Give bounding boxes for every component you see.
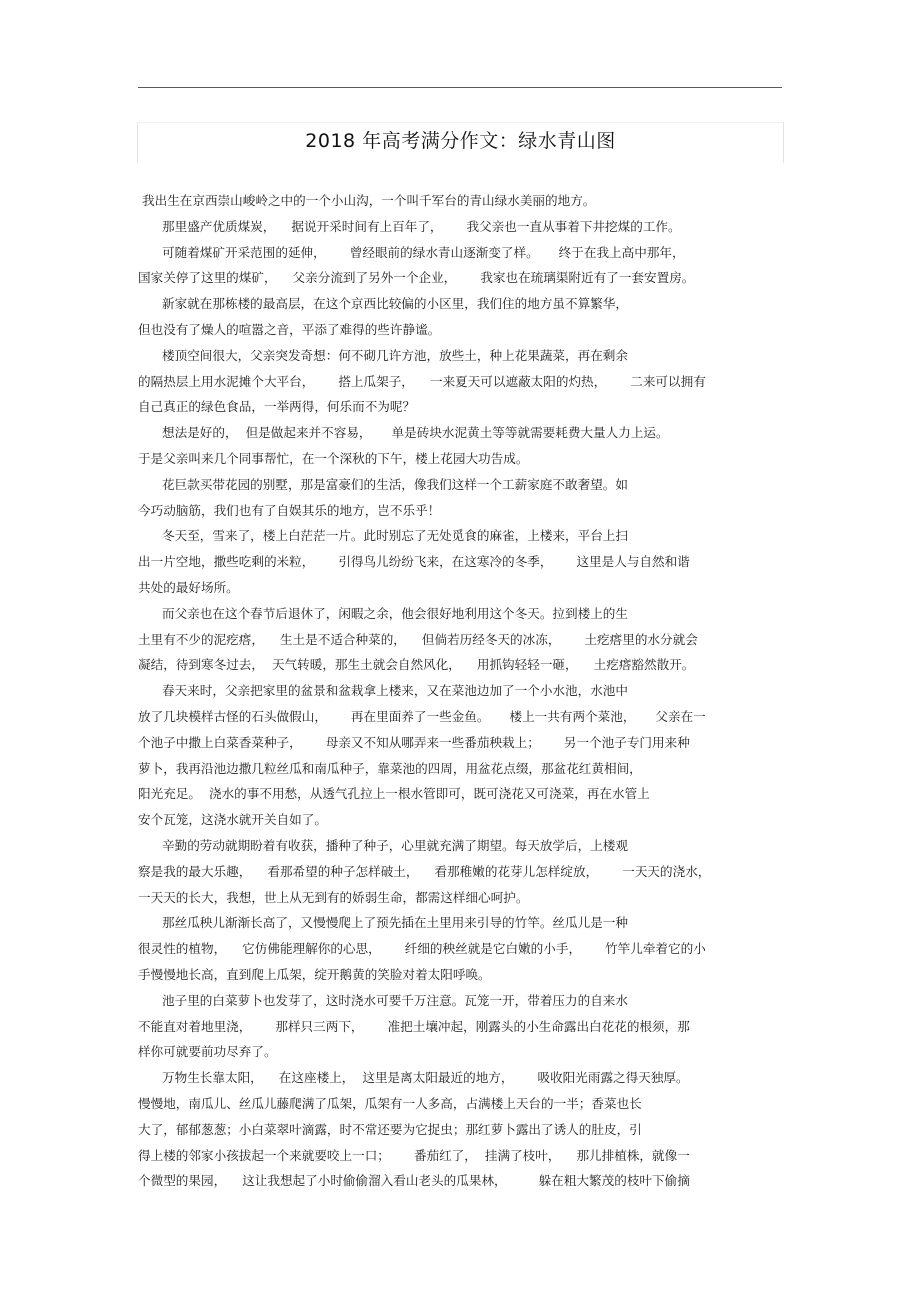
document-title: 2018 年高考满分作文：绿水青山图: [305, 130, 616, 152]
text-line: 池子里的白菜萝卜也发芽了，这时浇水可要千万注意。瓦笼一开，带着压力的自来水: [138, 992, 628, 1008]
text-line: 土里有不少的泥疙瘩， 生土是不适合种菜的， 但倘若历经冬天的冰冻， 土疙瘩里的水分就会: [138, 631, 698, 647]
text-line: 那丝瓜秧儿渐渐长高了，又慢慢爬上了预先插在土里用来引导的竹竿。丝瓜儿是一种: [138, 915, 628, 931]
text-line: 慢慢地，南瓜儿、丝瓜儿藤爬满了瓜架，瓜架有一人多高，占满楼上天台的一半；香菜也长: [138, 1096, 642, 1111]
text-line: 很灵性的植物， 它仿佛能理解你的心思， 纤细的秧丝就是它白嫩的小手， 竹竿儿牵着它的小: [138, 941, 706, 957]
text-line: 今巧动脑筋，我们也有了自娱其乐的地方，岂不乐乎！: [138, 502, 441, 518]
text-line: 那里盛产优质煤炭， 据说开采时间有上百年了， 我父亲也一直从事着下井挖煤的工作。: [138, 218, 681, 234]
text-line: 出一片空地，撒些吃剩的米粒， 引得鸟儿纷纷飞来，在这寒冷的冬季， 这里是人与自然和谐: [138, 554, 690, 570]
text-line: 共处的最好场所。: [138, 580, 239, 595]
title-frame: [137, 122, 784, 163]
text-line: 万物生长靠太阳， 在这座楼上， 这里是离太阳最近的地方， 吸收阳光雨露之得天独厚。: [138, 1070, 689, 1086]
text-line: 春天来时，父亲把家里的盆景和盆栽拿上楼来，又在菜池边加了一个小水池，水池中: [138, 683, 628, 699]
text-line: 但也没有了燥人的喧嚣之音，平添了难得的些许静谧。: [138, 322, 441, 337]
text-line: 样你可就要前功尽弃了。: [138, 1044, 277, 1060]
text-line: 我出生在京西崇山峻岭之中的一个小山沟，一个叫千军台的青山绿水美丽的地方。: [138, 193, 596, 208]
text-line: 个微型的果园， 这让我想起了小时偷偷溜入看山老头的瓜果林， 躲在粗大繁茂的枝叶下偷摘: [138, 1173, 690, 1189]
text-line: 而父亲也在这个春节后退休了，闲暇之余，他会很好地利用这个冬天。拉到楼上的生: [138, 605, 628, 621]
text-line: 一天天的长大，我想，世上从无到有的娇弱生命，都需这样细心呵护。: [138, 889, 529, 905]
text-line: 于是父亲叫来几个同事帮忙，在一个深秋的下午，楼上花园大功告成。: [138, 451, 529, 466]
header-rule: [138, 87, 782, 88]
text-line: 想法是好的， 但是做起来并不容易， 单是砖块水泥黄土等等就需要耗费大量人力上运。: [138, 425, 669, 441]
text-line: 大了，郁郁葱葱；小白菜翠叶滴露，时不常还要为它捉虫；那红萝卜露出了诱人的肚皮，引: [138, 1121, 642, 1137]
text-line: 冬天至，雪来了，楼上白茫茫一片。此时别忘了无处觅食的麻雀，上楼来，平台上扫: [138, 528, 628, 544]
text-line: 手慢慢地长高，直到爬上瓜架，绽开鹅黄的笑脸对着太阳呼唤。: [138, 967, 491, 982]
text-line: 可随着煤矿开采范围的延伸， 曾经眼前的绿水青山逐渐变了样。 终于在我上高中那年，: [138, 244, 685, 260]
text-line: 阳光充足。 浇水的事不用愁，从透气孔拉上一根水管即可，既可浇花又可浇菜，再在水管上: [138, 786, 650, 802]
text-line: 新家就在那栋楼的最高层，在这个京西比较偏的小区里，我们住的地方虽不算繁华，: [138, 296, 628, 312]
text-line: 花巨款买带花园的别墅，那是富豪们的生活，像我们这样一个工薪家庭不敢奢望。如: [138, 476, 628, 492]
text-line: 放了几块模样古怪的石头做假山， 再在里面养了一些金鱼。 楼上一共有两个菜池， 父亲在一: [138, 709, 706, 724]
text-line: 察是我的最大乐趣， 看那希望的种子怎样破土， 看那稚嫩的花芽儿怎样绽放， 一天天的浇水，: [138, 863, 711, 879]
text-line: 得上楼的邻家小孩拔起一个来就要咬上一口； 番茄红了， 挂满了枝叶， 那儿排植株，就像一: [138, 1147, 690, 1163]
text-line: 辛勤的劳动就期盼着有收获，播种了种子，心里就充满了期望。每天放学后，上楼观: [138, 838, 628, 853]
text-line: 不能直对着地里浇， 那样只三两下， 准把土壤冲起，刚露头的小生命露出白花花的根须，那: [138, 1018, 690, 1034]
text-line: 个池子中撒上白菜香菜种子， 母亲又不知从哪弄来一些番茄秧栽上； 另一个池子专门用来种: [138, 734, 690, 750]
text-line: 凝结，待到寒冬过去， 天气转暖，那生土就会自然风化， 用抓钩轻轻一砸， 土疙瘩豁然散开。: [138, 657, 695, 673]
text-line: 国家关停了这里的煤矿， 父亲分流到了另外一个企业， 我家也在琉璃渠附近有了一套安置房。: [138, 270, 695, 286]
text-line: 自己真正的绿色食品，一举两得，何乐而不为呢？: [138, 399, 416, 415]
text-line: 萝卜，我再沿池边撒几粒丝瓜和南瓜种子，靠菜池的四周，用盆花点缀，那盆花红黄相间，: [138, 760, 642, 776]
text-line: 安个瓦笼，这浇水就开关自如了。: [138, 812, 327, 828]
text-line: 的隔热层上用水泥摊个大平台， 搭上瓜架子， 一来夏天可以遮蔽太阳的灼热， 二来可以拥有: [138, 373, 706, 389]
text-line: 楼顶空间很大，父亲突发奇想：何不砌几许方池，放些土，种上花果蔬菜，再在剩余: [138, 347, 628, 363]
